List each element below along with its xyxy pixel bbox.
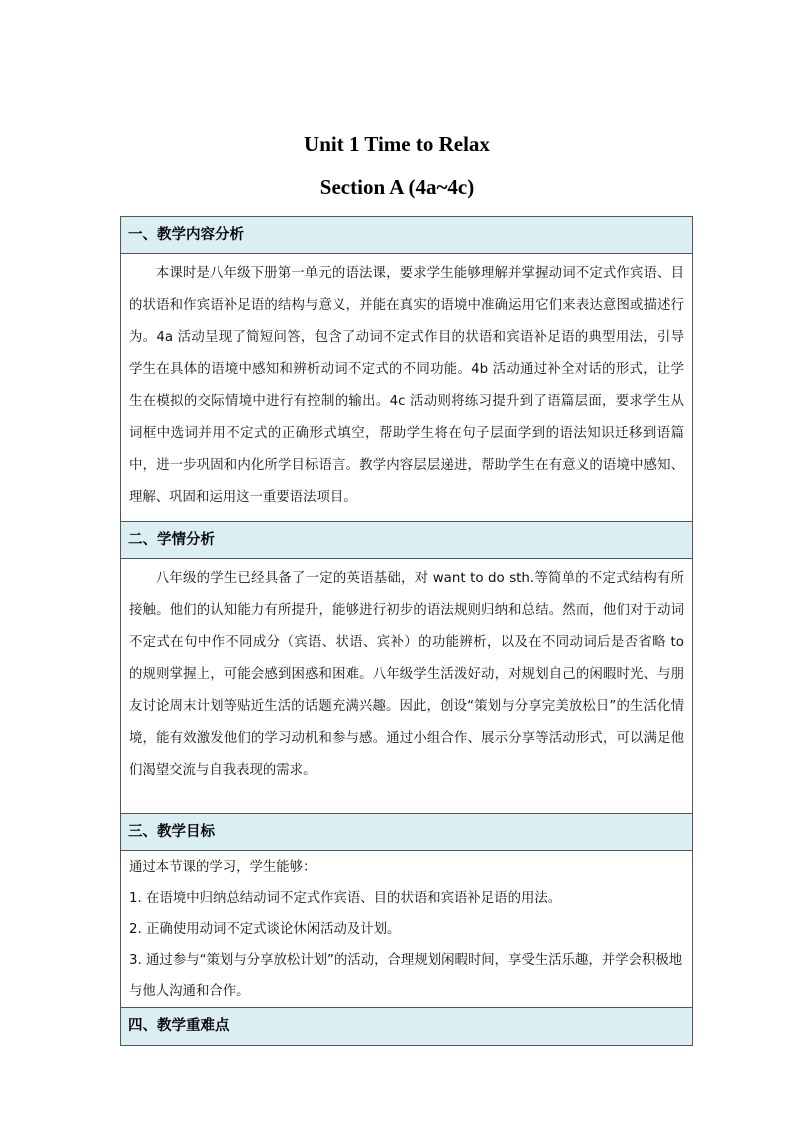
objectives-intro: 通过本节课的学习，学生能够： xyxy=(129,860,317,875)
section-body-objectives xyxy=(121,851,692,1008)
student-analysis-paragraph: 八年级的学生已经具备了一定的英语基础，对 want to do sth.等简单的不定式结构有所接触。他们的认知能力有所提升，能够进行初步的语法规则归纳和总结。然而，他们对于动词不定式在句中作不同成分（宾语、状语、宾补）的功能辨析，以及在不同动词后是否省略 to 的规则掌握上，可能会感到困惑和困难。八年级学生活泼好动，对规划自己的闲暇时光、与朋友讨论周末计划等贴近生活的话题充满兴趣。因此，创设“策划与分享完美放松日”的生活化情境，能有效激发他们的学习动机和参与感。通过小组合作、展示分享等活动形式，可以满足他们渴望交流与自我表现的需求。 xyxy=(129,571,684,778)
objective-item: 2. 正确使用动词不定式谈论休闲活动及计划。 xyxy=(129,922,401,937)
section-heading-student-analysis: 二、学情分析 xyxy=(121,522,692,559)
section-heading-content-analysis: 一、教学内容分析 xyxy=(121,217,692,254)
section-heading-key-difficult-points: 四、教学重难点 xyxy=(121,1008,692,1045)
lesson-plan-table xyxy=(120,216,693,1046)
section-heading-objectives: 三、教学目标 xyxy=(121,814,692,851)
section-body-content-analysis xyxy=(121,254,692,522)
content-analysis-paragraph: 本课时是八年级下册第一单元的语法课，要求学生能够理解并掌握动词不定式作宾语、目的状语和作宾语补足语的结构与意义，并能在真实的语境中准确运用它们来表达意图或描述行为。4a 活动呈现了简短问答，包含了动词不定式作目的状语和宾语补足语的典型用法，引导学生在具体的语境中感知和辨析动词不定式的不同功能。4b 活动通过补全对话的形式，让学生在模拟的交际情境中进行有控制的输出。4c 活动则将练习提升到了语篇层面，要求学生从词框中选词并用不定式的正确形式填空，帮助学生将在句子层面学到的语法知识迁移到语篇中，进一步巩固和内化所学目标语言。教学内容层层递进，帮助学生在有意义的语境中感知、理解、巩固和运用这一重要语法项目。 xyxy=(129,266,684,505)
document-title: Unit 1 Time to Relax xyxy=(304,132,490,156)
objective-item: 3. 通过参与“策划与分享放松计划”的活动，合理规划闲暇时间，享受生活乐趣，并学会积极地与他人沟通和合作。 xyxy=(129,953,683,999)
section-body-student-analysis xyxy=(121,559,692,814)
document-subtitle: Section A (4a~4c) xyxy=(319,175,475,199)
objective-item: 1. 在语境中归纳总结动词不定式作宾语、目的状语和宾语补足语的用法。 xyxy=(129,891,562,906)
